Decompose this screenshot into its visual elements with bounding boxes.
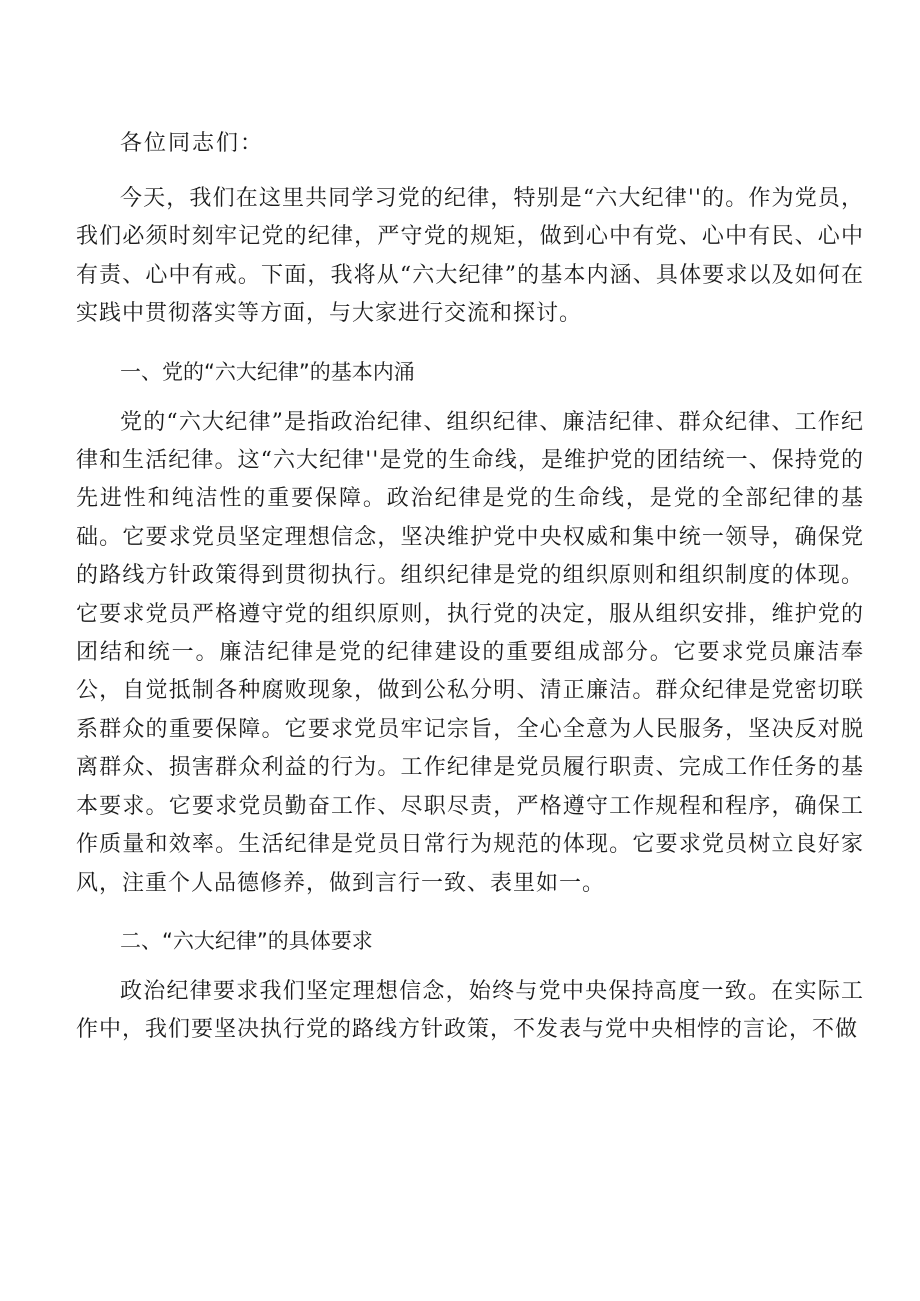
intro-paragraph: 今天，我们在这里共同学习党的纪律，特别是“六大纪律''的。作为党员，我们必须时刻牢记党的纪律，严守党的规矩，做到心中有党、心中有民、心中有责、心中有戒。下面，我将从“六大纪律”的基本内涵、具体要求以及如何在实践中贯彻落实等方面，与大家进行交流和探讨。 — [76, 186, 864, 327]
document-body — [76, 124, 864, 1050]
section-1-heading: 一、党的“六大纪律”的基本内涌 — [120, 359, 415, 384]
salutation: 各位同志们： — [120, 131, 265, 156]
section-2-paragraph: 政治纪律要求我们坚定理想信念，始终与党中央保持高度一致。在实际工作中，我们要坚决执行党的路线方针政策，不发表与党中央相悖的言论，不做 — [76, 978, 864, 1043]
section-2-heading: 二、“六大纪律”的具体要求 — [120, 928, 373, 953]
section-1-paragraph: 党的“六大纪律”是指政治纪律、组织纪律、廉洁纪律、群众纪律、工作纪律和生活纪律。这“六大纪律''是党的生命线，是维护党的团结统一、保持党的先进性和纯洁性的重要保障。政治纪律是党的生命线，是党的全部纪律的基础。它要求党员坚定理想信念，坚决维护党中央权威和集中统一领导，确保党的路线方针政策得到贯彻执行。组织纪律是党的组织原则和组织制度的体现。它要求党员严格遵守党的组织原则，执行党的决定，服从组织安排，维护党的团结和统一。廉洁纪律是党的纪律建设的重要组成部分。它要求党员廉洁奉公，自觉抵制各种腐败现象，做到公私分明、清正廉洁。群众纪律是党密切联系群众的重要保障。它要求党员牢记宗旨，全心全意为人民服务，坚决反对脱离群众、损害群众利益的行为。工作纪律是党员履行职责、完成工作任务的基本要求。它要求党员勤奋工作、尽职尽责，严格遵守工作规程和程序，确保工作质量和效率。生活纪律是党员日常行为规范的体现。它要求党员树立良好家风，注重个人品德修养，做到言行一致、表里如一。 — [76, 409, 864, 896]
